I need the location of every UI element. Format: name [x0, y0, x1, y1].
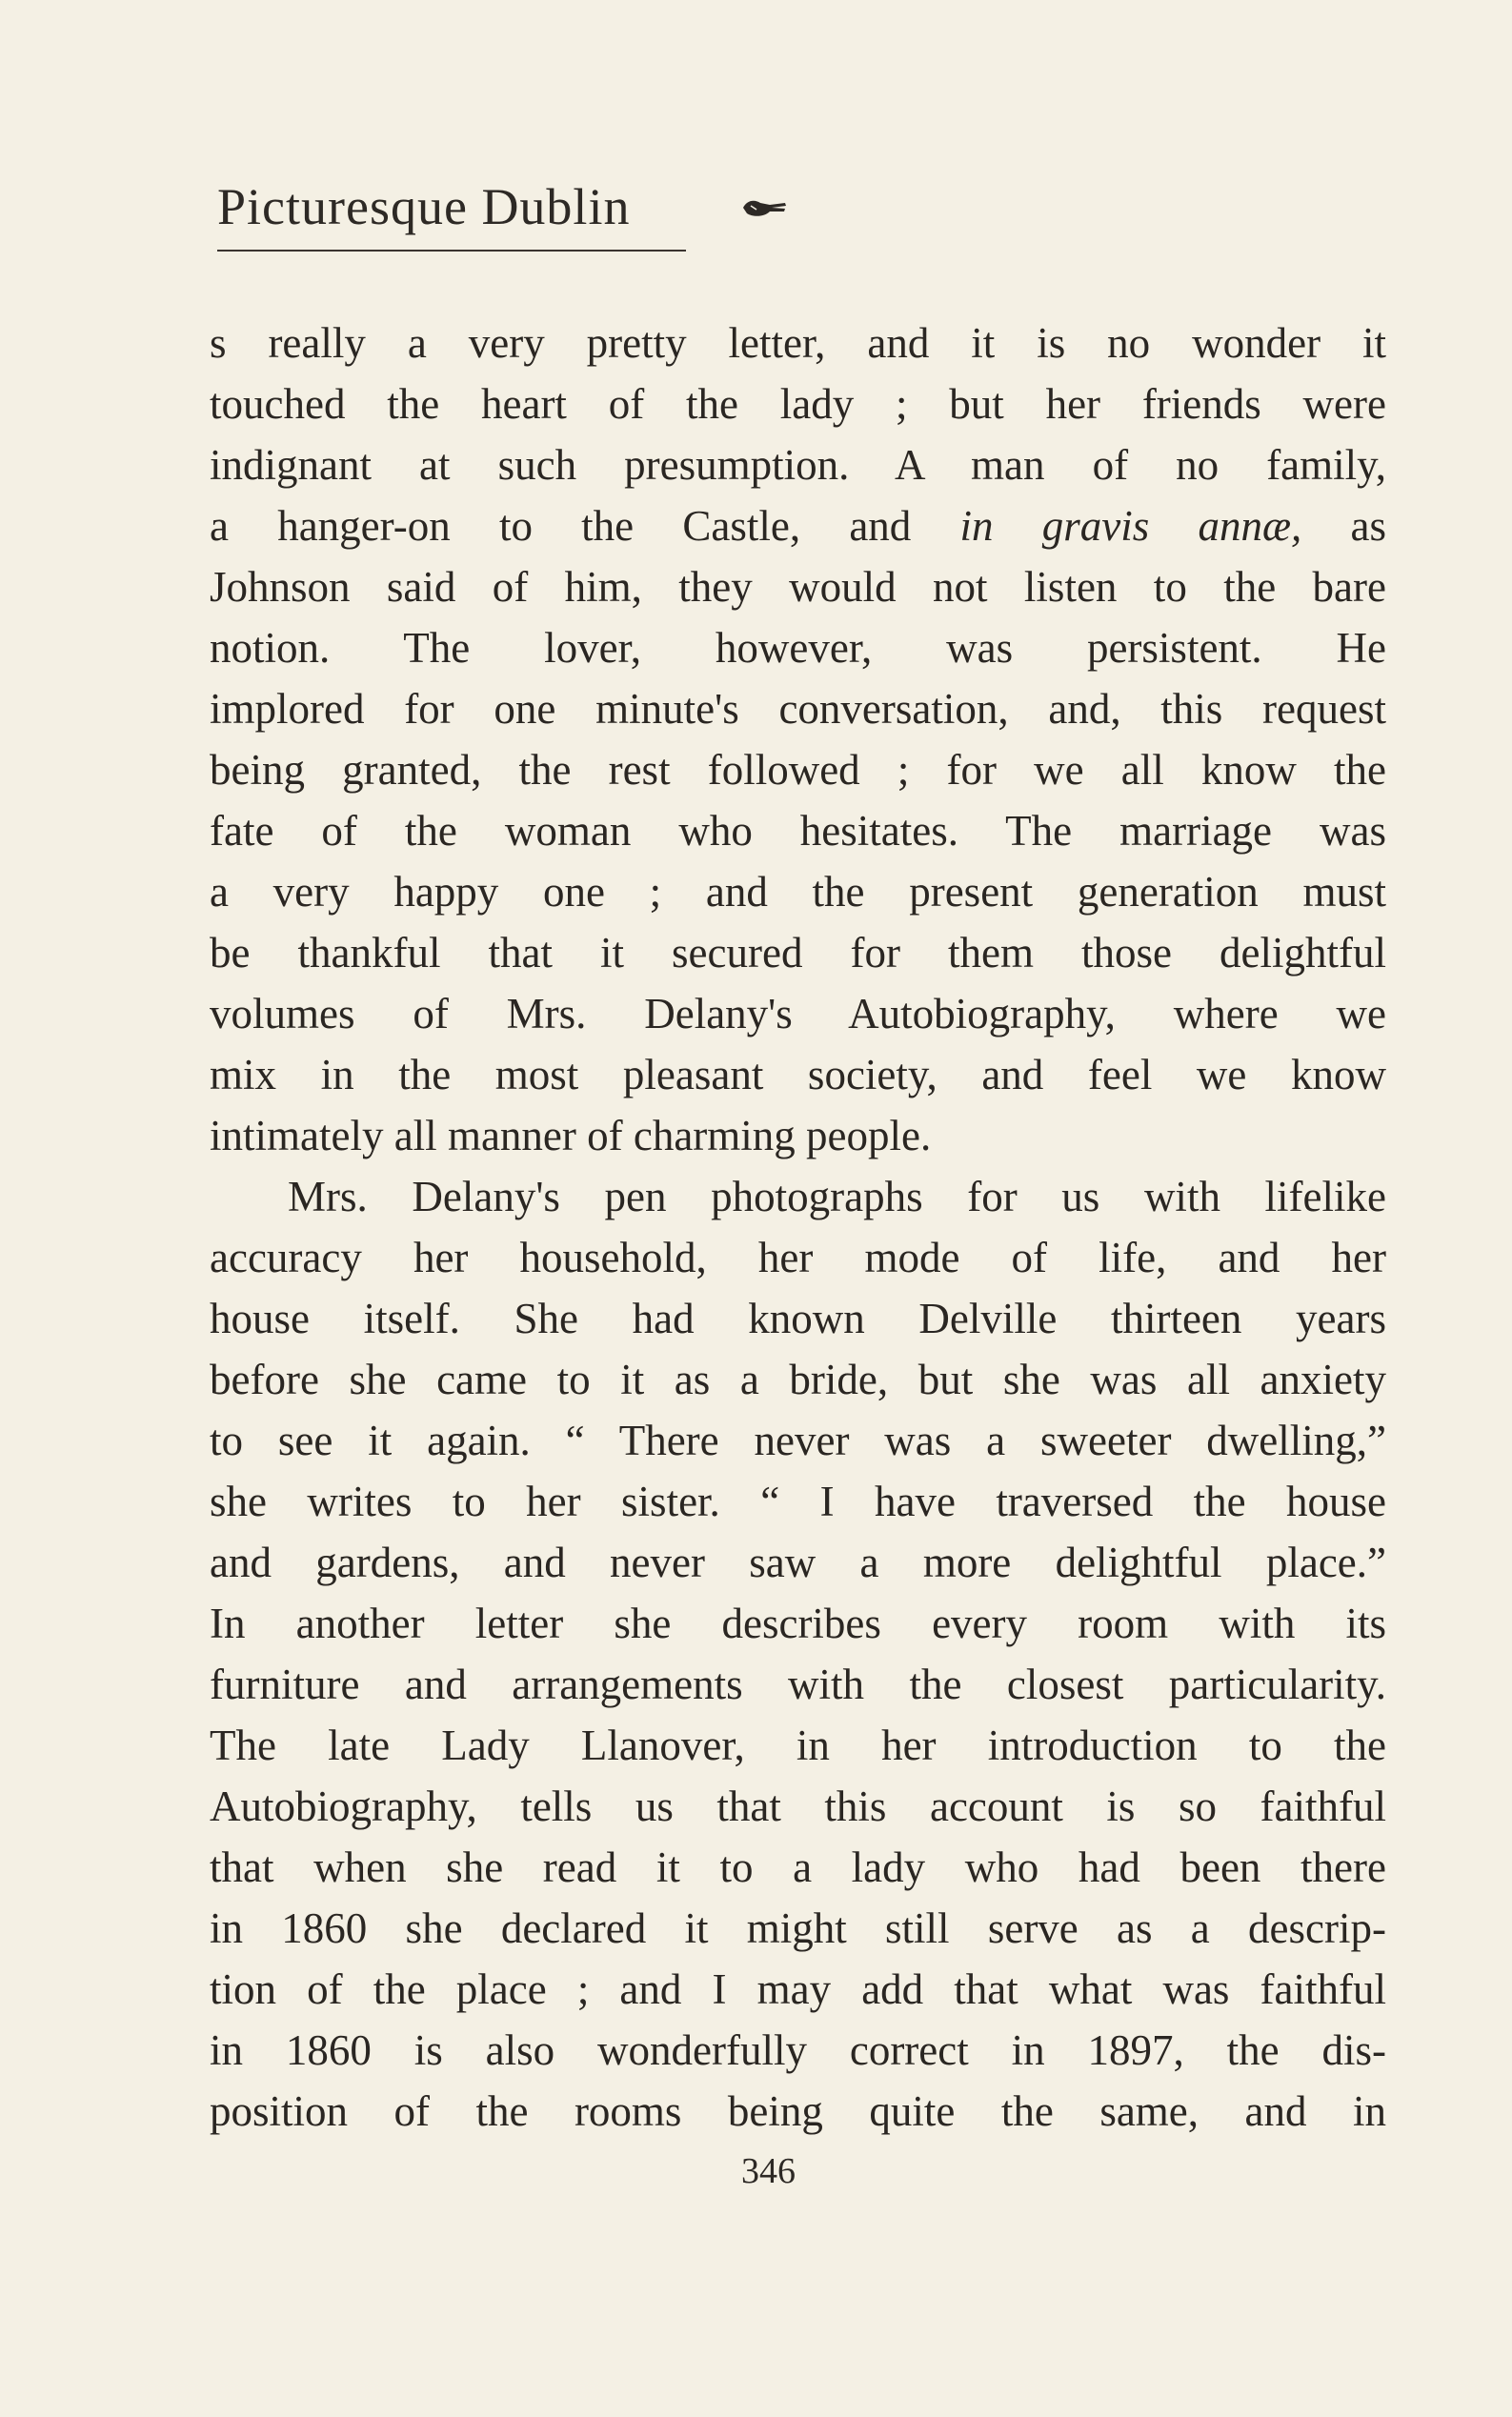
text-line: position of the rooms being quite the same, and in	[210, 2087, 1386, 2135]
header-rule	[217, 250, 686, 252]
text-line: Johnson said of him, they would not listen to the bare	[210, 563, 1386, 611]
running-head	[217, 173, 686, 253]
text-line: s really a very pretty letter, and it is no wonder it	[210, 319, 1386, 367]
page-number: 346	[741, 2151, 796, 2191]
text-line: that when she read it to a lady who had been there	[210, 1843, 1386, 1891]
paragraph-end-line: intimately all manner of charming people.	[210, 1112, 932, 1159]
pointing-hand-icon	[741, 196, 789, 219]
text-line: fate of the woman who hesitates. The marriage was	[210, 807, 1386, 855]
text-segment: as	[1301, 502, 1386, 550]
text-line: and gardens, and never saw a more delightful place.”	[210, 1539, 1386, 1586]
paragraph-start-line: Mrs. Delany's pen photographs for us with lifelike	[288, 1173, 1386, 1220]
text-line: being granted, the rest followed ; for we all know the	[210, 746, 1386, 794]
text-line: tion of the place ; and I may add that what was faithful	[210, 1965, 1386, 2013]
text-line: in 1860 is also wonderfully correct in 1897, the dis-	[210, 2026, 1386, 2074]
text-segment: a hanger-on to the Castle, and	[210, 502, 960, 550]
text-line: furniture and arrangements with the closest particularity.	[210, 1661, 1386, 1708]
running-title: Picturesque Dublin	[217, 178, 631, 235]
text-line: before she came to it as a bride, but she was all anxiety	[210, 1356, 1386, 1403]
text-line: touched the heart of the lady ; but her friends were	[210, 380, 1386, 428]
text-line: in 1860 she declared it might still serve as a descrip-	[210, 1904, 1386, 1952]
text-line: a very happy one ; and the present generation must	[210, 868, 1386, 916]
text-line: notion. The lover, however, was persistent. He	[210, 624, 1386, 672]
text-line: house itself. She had known Delville thirteen years	[210, 1295, 1386, 1342]
text-line-with-italic	[210, 495, 1386, 556]
text-line: accuracy her household, her mode of life, and her	[210, 1234, 1386, 1281]
italic-latin-phrase: in gravis annæ,	[959, 502, 1302, 550]
text-line: implored for one minute's conversation, and, this request	[210, 685, 1386, 733]
text-line: Autobiography, tells us that this account is so faithful	[210, 1783, 1386, 1830]
text-line: The late Lady Llanover, in her introduction to the	[210, 1722, 1386, 1769]
body-text	[210, 312, 1386, 2142]
text-line: indignant at such presumption. A man of no family,	[210, 441, 1386, 489]
text-line: to see it again. “ There never was a sweeter dwelling,”	[210, 1417, 1386, 1464]
text-line: she writes to her sister. “ I have traversed the house	[210, 1478, 1386, 1525]
text-line: mix in the most pleasant society, and feel we know	[210, 1051, 1386, 1098]
text-line: volumes of Mrs. Delany's Autobiography, where we	[210, 990, 1386, 1037]
text-line: In another letter she describes every room with its	[210, 1600, 1386, 1647]
text-line: be thankful that it secured for them those delightful	[210, 929, 1386, 977]
